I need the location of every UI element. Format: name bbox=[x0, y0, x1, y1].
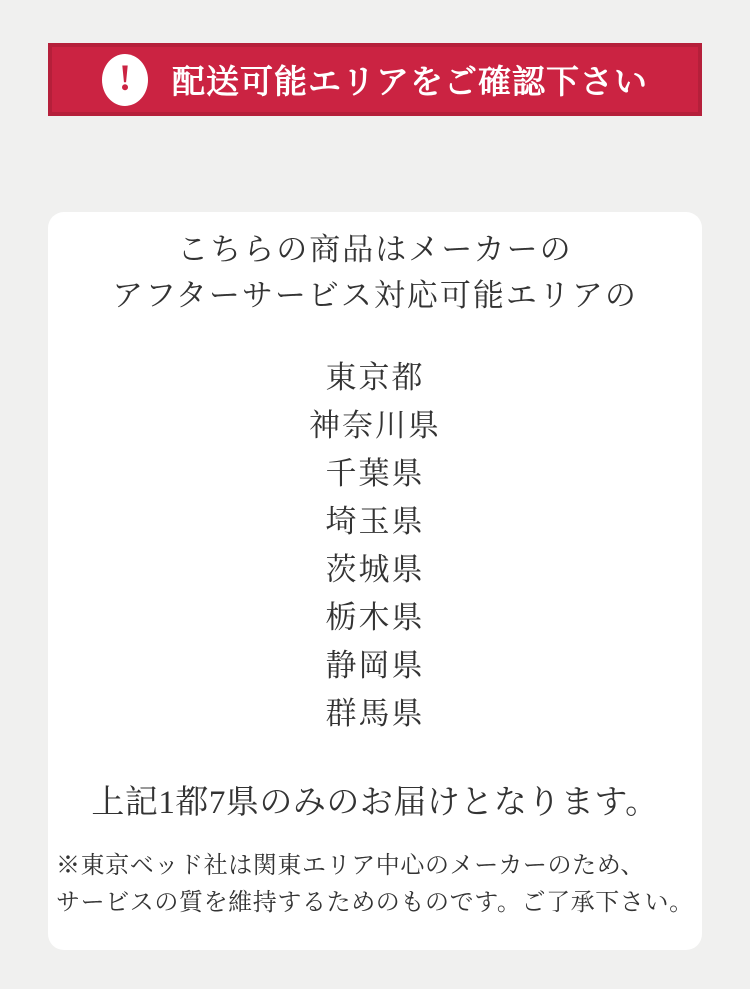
prefecture-item: 茨城県 bbox=[325, 552, 425, 587]
note-text bbox=[48, 848, 702, 922]
intro-line: こちらの商品はメーカーの bbox=[177, 232, 573, 267]
note-line: サービスの質を維持するためのものです。ご了承下さい。 bbox=[56, 890, 694, 916]
prefecture-item: 神奈川県 bbox=[309, 408, 441, 443]
prefecture-list bbox=[48, 354, 702, 738]
prefecture-item: 群馬県 bbox=[325, 696, 425, 731]
prefecture-item: 埼玉県 bbox=[325, 504, 425, 539]
banner-title: 配送可能エリアをご確認下さい bbox=[172, 65, 648, 101]
delivery-area-alert-banner bbox=[48, 43, 702, 116]
prefecture-item: 東京都 bbox=[325, 360, 425, 395]
delivery-info-card bbox=[48, 212, 702, 950]
intro-line: アフターサービス対応可能エリアの bbox=[112, 278, 638, 313]
conclusion-text: 上記1都7県のみのお届けとなります。 bbox=[91, 785, 659, 821]
exclamation-glyph: ! bbox=[118, 58, 132, 99]
prefecture-item: 千葉県 bbox=[325, 456, 425, 491]
intro-text bbox=[48, 226, 702, 319]
prefecture-item: 栃木県 bbox=[325, 600, 425, 635]
note-line: ※東京ベッド社は関東エリア中心のメーカーのため、 bbox=[56, 853, 645, 879]
exclamation-icon bbox=[102, 54, 148, 106]
prefecture-item: 静岡県 bbox=[325, 648, 425, 683]
